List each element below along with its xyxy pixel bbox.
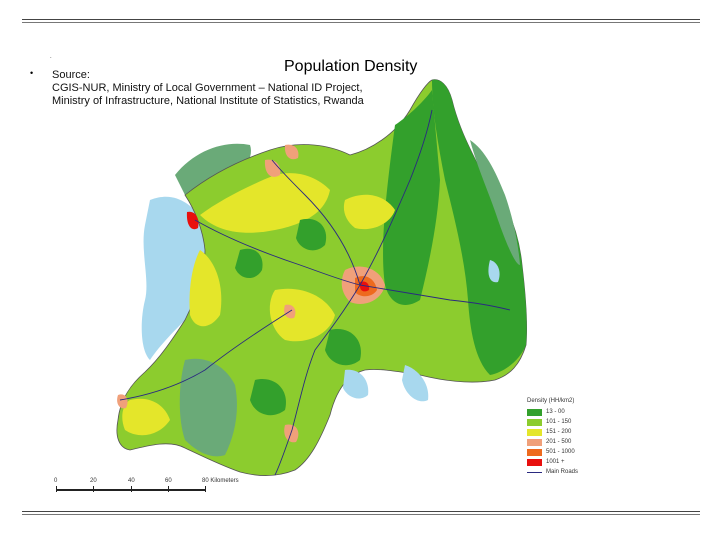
legend-swatch <box>527 439 542 446</box>
legend-item <box>527 417 627 427</box>
legend-label: 201 - 500 <box>546 439 572 445</box>
scale-tick <box>93 486 94 492</box>
source-line-2: Ministry of Infrastructure, National Institute of Statistics, Rwanda <box>52 95 364 107</box>
legend-label: 13 - 00 <box>546 409 565 415</box>
legend-swatch <box>527 419 542 426</box>
decorative-dot: . <box>50 54 52 60</box>
bullet-point: • <box>30 68 34 78</box>
bottom-rule-inner <box>22 514 700 515</box>
legend-label: 151 - 200 <box>546 429 572 435</box>
legend-swatch <box>527 449 542 456</box>
legend-swatch <box>527 429 542 436</box>
legend-label: 101 - 150 <box>546 419 572 425</box>
legend-item <box>527 457 627 467</box>
legend-label: 1001 + <box>546 459 565 465</box>
legend-label: 501 - 1000 <box>546 449 575 455</box>
legend-swatch <box>527 409 542 416</box>
scale-tick <box>56 486 57 492</box>
scale-tick-label: 60 <box>165 478 172 484</box>
legend-road-label: Main Roads <box>546 469 579 475</box>
scale-bar <box>52 478 252 498</box>
scale-tick-label: 20 <box>90 478 97 484</box>
map-title: Population Density <box>284 58 418 75</box>
legend-title: Density (HH/km2) <box>527 398 575 404</box>
scale-tick-label: 40 <box>128 478 135 484</box>
legend-item-roads <box>527 467 627 477</box>
legend-item <box>527 407 627 417</box>
bottom-rule <box>22 511 700 512</box>
source-citation <box>52 69 452 108</box>
scale-tick <box>205 486 206 492</box>
legend-item <box>527 427 627 437</box>
southern-lake-1 <box>343 370 368 399</box>
legend-road-line <box>527 472 542 473</box>
scale-tick <box>168 486 169 492</box>
legend-item <box>527 437 627 447</box>
scale-tick-label: 0 <box>54 478 58 484</box>
legend-swatch <box>527 459 542 466</box>
legend-item <box>527 447 627 457</box>
source-line-1: CGIS-NUR, Ministry of Local Government – National ID Project, <box>52 82 363 94</box>
scale-tick <box>131 486 132 492</box>
source-label: Source: <box>52 69 90 81</box>
density-legend <box>527 398 627 477</box>
scale-tick-label: 80 Kilometers <box>202 478 239 484</box>
